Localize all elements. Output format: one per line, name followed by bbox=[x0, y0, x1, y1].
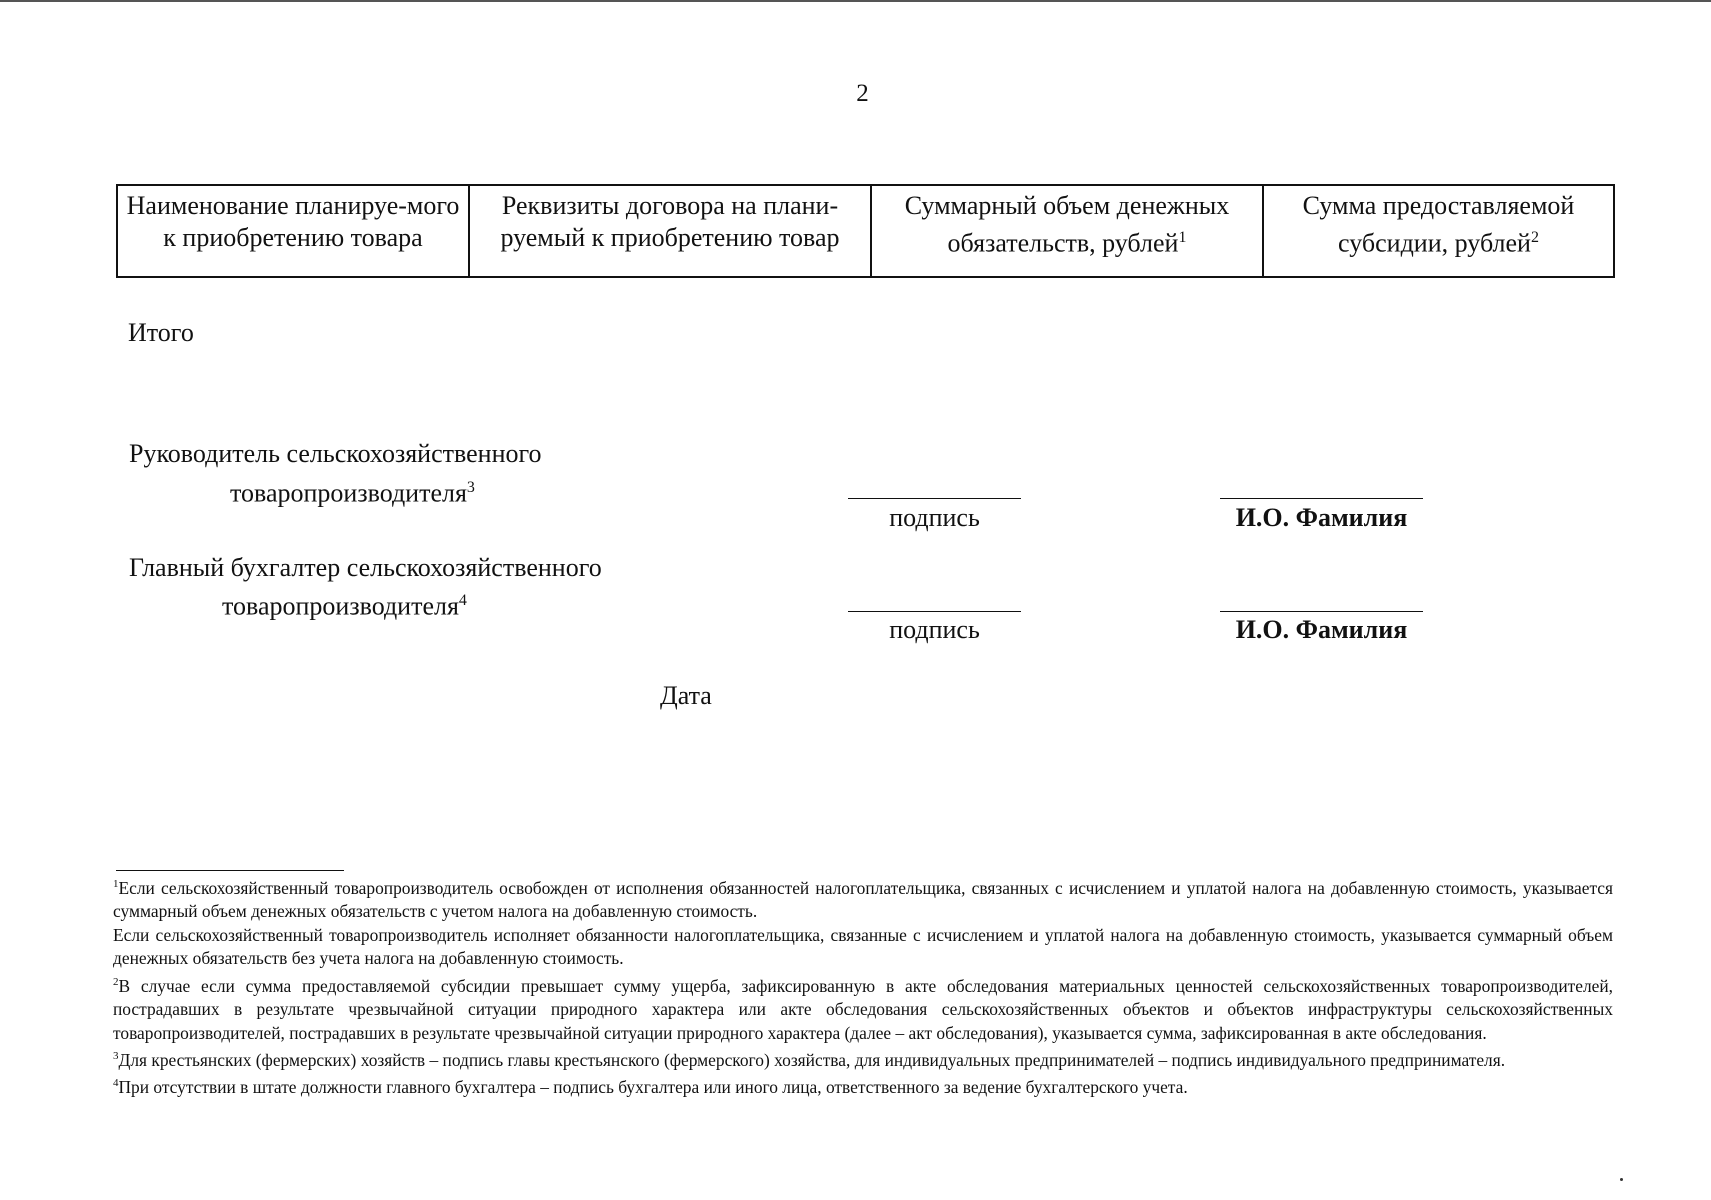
scan-speck bbox=[1620, 1178, 1623, 1181]
accountant-name-label: И.О. Фамилия bbox=[1235, 615, 1408, 644]
footnote-2 bbox=[113, 971, 1613, 1045]
header-contract-details bbox=[469, 185, 871, 277]
footnote-1-continued bbox=[113, 924, 1613, 971]
header-total-obligations bbox=[871, 185, 1263, 277]
accountant-name-line bbox=[1220, 611, 1423, 612]
footnote-4-text: При отсутствии в штате должности главного бухгалтера – подпись бухгалтера или иного лица, ответственного за ведение бухгалтерского учета. bbox=[118, 1077, 1188, 1098]
accountant-signature-label: подпись bbox=[889, 615, 980, 644]
header-subsidy-amount-text: Сумма предоставляемой субсидии, рублей bbox=[1302, 191, 1575, 258]
head-name-label: И.О. Фамилия bbox=[1235, 503, 1408, 532]
footnote-ref-2: 2 bbox=[1530, 229, 1539, 246]
footnote-4 bbox=[113, 1072, 1613, 1099]
head-name-line bbox=[1220, 498, 1423, 499]
accountant-title-line2-text: товаропроизводителя bbox=[222, 591, 459, 621]
head-title-line1: Руководитель сельскохозяйственного bbox=[129, 439, 542, 468]
footnote-2-text: В случае если сумма предоставляемой субсидии превышает сумму ущерба, зафиксированную в акте обследования материальных ценностей сельскохозяйственных товаропроизводителей, пострадавших в результате чрезвычайной ситуации природного характера или акте обследования сельскохозяйственных объектов и объектов инфраструктуры сельскохозяйственных товаропроизводителей, пострадавших в результате чрезвычайной ситуации природного характера (далее – акт обследования), указывается сумма, зафиксированная в акте обследования. bbox=[113, 975, 1613, 1043]
head-title-line2-text: товаропроизводителя bbox=[230, 478, 467, 508]
table-header-row bbox=[117, 185, 1614, 277]
total-label: Итого bbox=[128, 318, 194, 347]
footnote-1-continued-text: Если сельскохозяйственный товаропроизводитель исполняет обязанности налогоплательщика, связанные с исчислением и уплатой налога на добавленную стоимость, указывается суммарный объем денежных обязательств без учета налога на добавленную стоимость. bbox=[113, 924, 1613, 969]
footnote-1 bbox=[113, 873, 1613, 924]
footnote-mark-3: 3 bbox=[113, 1050, 119, 1063]
footnote-ref-4: 4 bbox=[458, 592, 467, 609]
head-signature-line bbox=[848, 498, 1021, 499]
footnote-3 bbox=[113, 1045, 1613, 1072]
footnote-ref-1: 1 bbox=[1178, 229, 1187, 246]
footnote-1-text: Если сельскохозяйственный товаропроизводитель освобожден от исполнения обязанностей налогоплательщика, связанных с исчислением и уплатой налога на добавленную стоимость, указывается суммарный объем денежных обязательств с учетом налога на добавленную стоимость. bbox=[113, 877, 1613, 922]
page-number: 2 bbox=[856, 80, 869, 107]
footnote-mark-1: 1 bbox=[113, 878, 119, 890]
top-border-line bbox=[0, 0, 1711, 2]
header-product-name bbox=[117, 185, 469, 277]
footnote-mark-2: 2 bbox=[113, 975, 119, 988]
accountant-title-line1: Главный бухгалтер сельскохозяйственного bbox=[129, 553, 602, 582]
accountant-title-line2 bbox=[222, 584, 467, 623]
header-subsidy-amount bbox=[1263, 185, 1614, 277]
head-signature-label: подпись bbox=[889, 503, 980, 532]
footnote-3-text: Для крестьянских (фермерских) хозяйств – подпись главы крестьянского (фермерского) хозяйства, для индивидуальных предпринимателей – подпись индивидуального предпринимателя. bbox=[118, 1049, 1506, 1070]
footnotes bbox=[113, 873, 1613, 1100]
footnote-separator bbox=[116, 870, 344, 871]
accountant-signature-line bbox=[848, 611, 1021, 612]
header-total-obligations-text: Суммарный объем денежных обязательств, рублей bbox=[904, 191, 1230, 258]
footnote-ref-3: 3 bbox=[466, 479, 475, 496]
subsidy-table bbox=[116, 184, 1615, 278]
head-title-line2 bbox=[230, 471, 475, 510]
header-contract-details-text: Реквизиты договора на плани-руемый к приобретению товар bbox=[500, 191, 840, 252]
header-product-name-text: Наименование планируе-мого к приобретению товара bbox=[126, 191, 460, 252]
footnote-mark-4: 4 bbox=[113, 1077, 119, 1090]
date-label: Дата bbox=[660, 681, 712, 710]
